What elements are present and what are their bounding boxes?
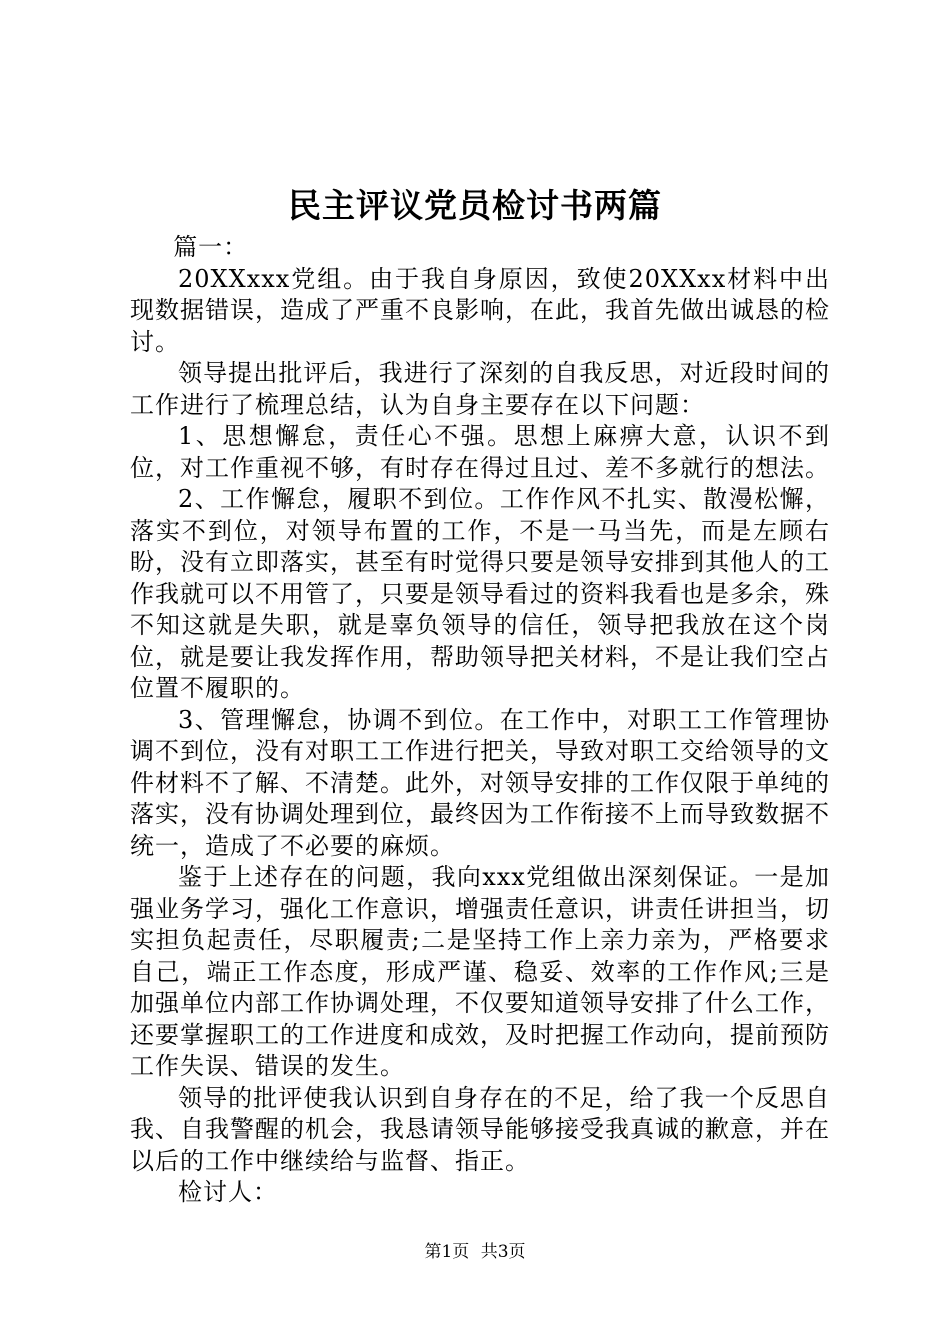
document-title: 民主评议党员检讨书两篇 <box>288 186 662 225</box>
page-number: 第1页 <box>424 1242 470 1262</box>
paragraph-issue-3: 3、管理懈怠，协调不到位。在工作中，对职工工作管理协调不到位，没有对职工工作进行把关，导致对职工交给领导的文件材料不了解、不清楚。此外，对领导安排的工作仅限于单纯的落实，没有协调处理到位，最终因为工作衔接不上而导致数据不统一，造成了不必要的麻烦。 <box>130 705 830 860</box>
paragraph-reflection: 领导提出批评后，我进行了深刻的自我反思，对近段时间的工作进行了梳理总结，认为自身主要存在以下问题： <box>130 359 830 419</box>
signature-line: 检讨人： <box>178 1178 278 1206</box>
paragraph-commitment: 鉴于上述存在的问题，我向xxx党组做出深刻保证。一是加强业务学习，强化工作意识，增强责任意识，讲责任讲担当，切实担负起责任，尽职履责;二是坚持工作上亲力亲为，严格要求自己，端正工作态度，形成严谨、稳妥、效率的工作作风;三是加强单位内部工作协调处理，不仅要知道领导安排了什么工作，还要掌握职工的工作进度和成效，及时把握工作动向，提前预防工作失误、错误的发生。 <box>130 863 830 1080</box>
section-heading: 篇一： <box>173 233 249 261</box>
paragraph-issue-1: 1、思想懈怠，责任心不强。思想上麻痹大意，认识不到位，对工作重视不够，有时存在得过且过、差不多就行的想法。 <box>130 422 830 482</box>
document-body <box>130 232 830 1209</box>
page-total: 共3页 <box>480 1242 526 1262</box>
paragraph-closing: 领导的批评使我认识到自身存在的不足，给了我一个反思自我、自我警醒的机会，我恳请领导能够接受我真诚的歉意，并在以后的工作中继续给与监督、指正。 <box>130 1083 830 1175</box>
paragraph-opening: 20XXxxx党组。由于我自身原因，致使20XXxx材料中出现数据错误，造成了严重不良影响，在此，我首先做出诚恳的检讨。 <box>130 264 830 356</box>
paragraph-issue-2: 2、工作懈怠，履职不到位。工作作风不扎实、散漫松懈，落实不到位，对领导布置的工作，不是一马当先，而是左顾右盼，没有立即落实，甚至有时觉得只要是领导安排到其他人的工作我就可以不用管了，只要是领导看过的资料我看也是多余，殊不知这就是失职，就是辜负领导的信任，领导把我放在这个岗位，就是要让我发挥作用，帮助领导把关材料，不是让我们空占位置不履职的。 <box>130 485 830 702</box>
page-footer <box>0 1240 950 1264</box>
